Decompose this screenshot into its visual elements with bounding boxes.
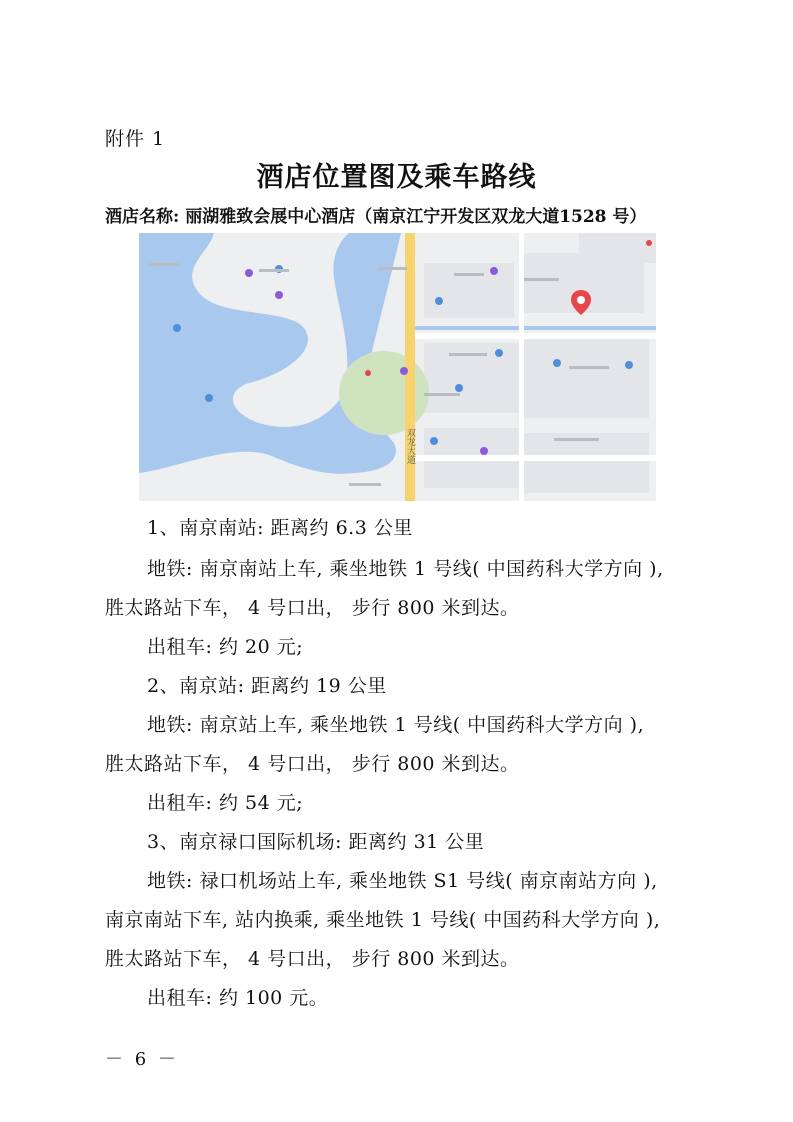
map-canal [409,326,656,330]
route-1-taxi: 出租车: 约 20 元; [147,636,304,658]
route-2-metro-line: 地铁: 南京站上车, 乘坐地铁 1 号线( 中国药科大学方向 ), [147,714,645,736]
map-road-label: 双龙大道 [405,428,415,464]
route-2-taxi: 出租车: 约 54 元; [147,792,304,814]
route-3-taxi: 出租车: 约 100 元。 [147,987,329,1009]
route-1-metro-line-cont: 胜太路站下车， 4 号口出， 步行 800 米到达。 [105,597,520,619]
map-park [339,351,429,435]
corner-pin-icon [646,240,652,246]
page-number: － 6 － [105,1049,179,1070]
page-title: 酒店位置图及乘车路线 [256,162,537,193]
hotel-name-line: 酒店名称: 丽湖雅致会展中心酒店（南京江宁开发区双龙大道1528 号） [105,207,647,227]
route-3-heading: 3、南京禄口国际机场: 距离约 31 公里 [147,831,485,853]
route-1-heading: 1、南京南站: 距离约 6.3 公里 [147,517,413,539]
route-3-metro-line-end: 胜太路站下车， 4 号口出， 步行 800 米到达。 [105,948,520,970]
route-3-metro-line-cont: 南京南站下车, 站内换乘, 乘坐地铁 1 号线( 中国药科大学方向 ), [105,909,661,931]
map-blocks [424,233,656,493]
hotel-location-map[interactable] [139,233,656,501]
annex-label: 附件 1 [105,128,166,150]
route-3-metro-line: 地铁: 禄口机场站上车, 乘坐地铁 S1 号线( 南京南站方向 ), [147,870,658,892]
route-2-heading: 2、南京站: 距离约 19 公里 [147,675,387,697]
secondary-marker-icon [365,370,371,376]
route-2-metro-line-cont: 胜太路站下车， 4 号口出， 步行 800 米到达。 [105,753,520,775]
route-1-metro-line: 地铁: 南京南站上车, 乘坐地铁 1 号线( 中国药科大学方向 ), [147,558,664,580]
